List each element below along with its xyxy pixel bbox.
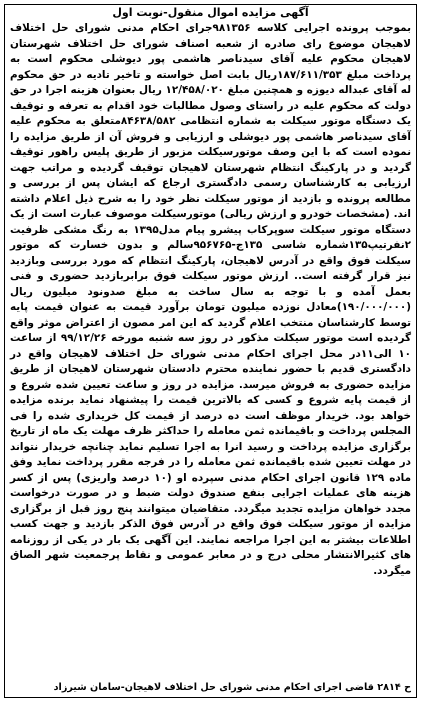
notice-page [4,4,417,698]
notice-paragraph: بموجب پرونده اجرایی کلاسه ۹۸۱۳۵۶جرای احکام مدنی شورای حل اختلاف لاهیجان موضوع رای صادره از شعبه اصناف شورای حل اختلاف شهرستان لاهیجان محکوم علیه آقای سیدناصر هاشمی پور دیوشلی محکوم است به پرداخت مبلغ ۱۸۷/۶۱۱/۳۵۳ریال بابت اصل خواسته و تاخیر تادیه در حق محکوم له آقای عبداله دیوزه و همچنین مبلغ ۱۲/۴۵۸/۰۲۰ ریال بعنوان هزینه اجرا در حق دولت که محکوم علیه در راستای وصول مطالبات خود اقدام به تعرفه و توقیف یک دستگاه موتور سیکلت به شماره انتظامی ۸۴۶۳۸/۵۸۲متعلق به محکوم علیه آقای سیدناصر هاشمی پور دیوشلی و ارزیابی و فروش آن از طریق مزایده را نموده است که با این وصف موتورسیکلت مزبور از طریق پلیس راهور توقیف گردید و در پارکینگ انتظام شهرستان لاهیجان توقیف گردیده و مراتب جهت ارزیابی به کارشناسان رسمی دادگستری ارجاع که ایشان پس از بررسی و مطالعه پرونده و بازدید از موتور سیکلت نظر خود را به شرح ذیل اعلام داشته اند. (مشخصات خودرو و ارزش ریالی) موتورسیکلت موصوف عبارت است از یک دستگاه موتور سیکلت سوپرکاب پیشرو پیام مدل۱۳۹۵ به رنگ مشکی ظرفیت ۲نفرتیپ۱۳۵شماره شاسی ۱۳۵ج-۹۵۶۷۶۵سالم و بدون خسارت که موتور سیکلت فوق واقع در آدرس لاهیجان، پارکینگ انتظام که مورد بررسی وبازدید نیز قرار گرفته است.. ارزش موتور سیکلت فوق برابربازدید حضوری و فنی بعمل آمده و با توجه به سال ساخت به مبلغ صدونود میلیون ریال (۱۹۰/۰۰۰/۰۰۰)معادل نوزده میلیون تومان برآورد قیمت به عنوان قیمت پایه توسط کارشناسان منتخب اعلام گردید که این امر مصون از اعتراض موثر واقع گردیده است موتور سیکلت مذکور در روز سه شنبه مورخه ۹۹/۱۲/۲۶ از ساعت ۱۰ الی۱۱در محل اجرای احکام مدنی شورای حل اختلاف لاهیجان واقع در دادگستری قدیم با حضور نماینده محترم دادستان شهرستان لاهیجان از طریق مزایده حضوری به فروش میرسد. مزایده در روز و ساعت تعیین شده شروع و از قیمت پایه شروع و کسی که بالاترین قیمت را پیشنهاد نماید برنده مزایده خواهد بود. خریدار موظف است ده درصد از قیمت کل خریداری شده را فی المجلس پرداخت و باقیمانده ثمن معامله را حداکثر ظرف مهلت یک ماه از تاریخ برگزاری مزایده پرداخت و رسید انرا به اجرا تسلیم نماید چنانچه خریدار نتواند در مهلت تعیین شده باقیمانده ثمن معامله را در فرجه مقرر پرداخت نماید وفق ماده ۱۲۹ قانون اجرای احکام مدنی سپرده او (۱۰ درصد واریزی) پس از کسر هزینه های عملیات اجرایی بنفع صندوق دولت ضبط و در صورت درخواست مجدد خواهان مزایده تجدید میگردد. متقاضیان میتوانند پنج روز قبل از برگزاری مزایده از موتور سیکلت فوق واقع در آدرس فوق الذکر بازدید و جهت کسب اطلاعات بیشتر به این اجرا مراجعه نمایند. این آگهی یک بار در یکی از روزنامه های کثیرالانتشار محلی درج و در معابر عمومی و نقاط پرجمعیت شهر الصاق میگردد. [10,22,412,577]
notice-footer: ح ۲۸۱۴ قاضی اجرای احکام مدنی شورای حل اختلاف لاهیجان-سامان شیرزاد [53,682,411,693]
notice-body [5,20,416,579]
notice-title: آگهی مزایده اموال منقول-نوبت اول [112,6,309,19]
